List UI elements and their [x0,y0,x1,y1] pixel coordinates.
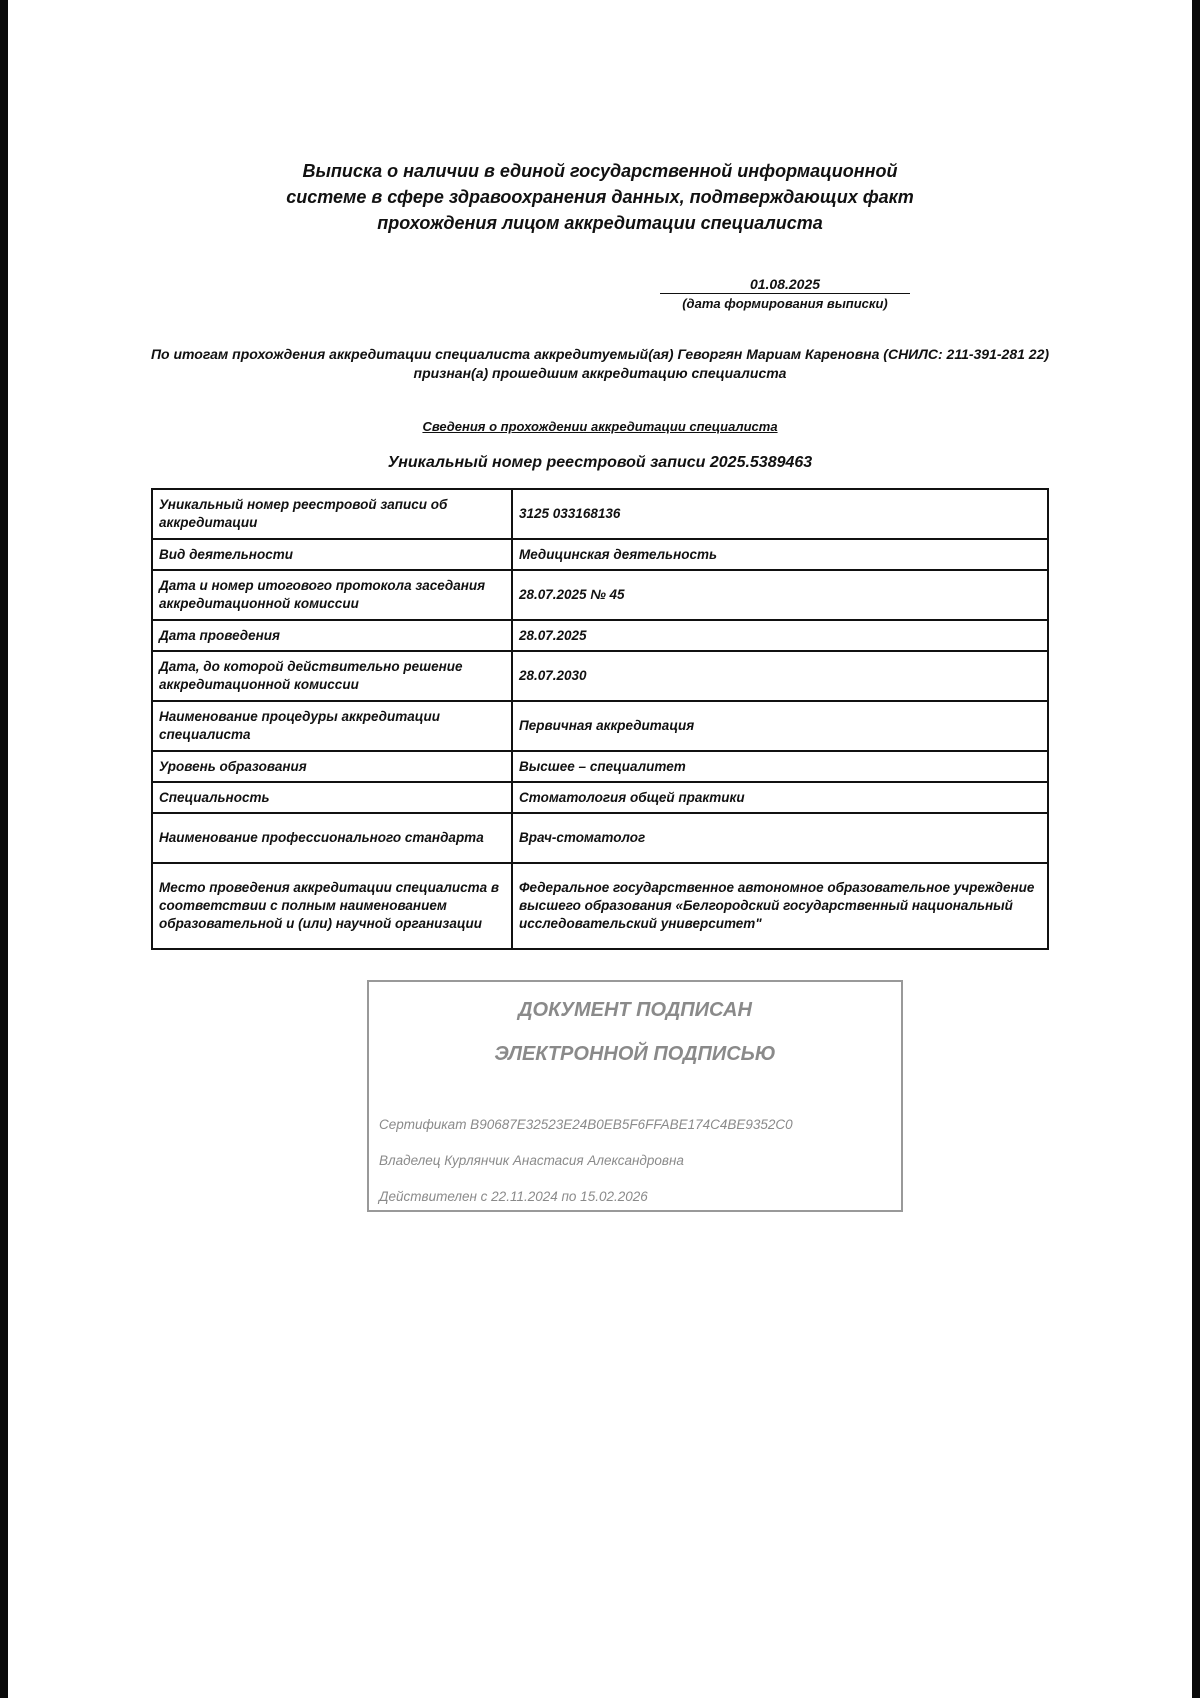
electronic-signature-stamp [367,980,903,1212]
issue-date-block [660,276,910,312]
row-value: Стоматология общей практики [512,782,1048,813]
table-row [152,570,1048,620]
row-label: Уникальный номер реестровой записи об аккредитации [152,489,512,539]
intro-paragraph: По итогам прохождения аккредитации специалиста аккредитуемый(ая) Геворгян Мариам Кареновна (СНИЛС: 211-391-281 22) признан(а) прошедшим аккредитацию специалиста [150,346,1050,381]
table-row [152,863,1048,949]
table-row [152,782,1048,813]
row-value: 3125 033168136 [512,489,1048,539]
table-row [152,539,1048,570]
row-value: Медицинская деятельность [512,539,1048,570]
row-value: 28.07.2025 № 45 [512,570,1048,620]
row-label: Место проведения аккредитации специалиста в соответствии с полным наименованием образовательной и (или) научной организации [152,863,512,949]
table-row [152,813,1048,863]
issue-date-value: 01.08.2025 [660,276,910,294]
table-row [152,751,1048,782]
title-line-1: Выписка о наличии в единой государственной информационной [302,161,898,181]
right-page-edge [1192,0,1200,1698]
stamp-title-line-2: ЭЛЕКТРОННОЙ ПОДПИСЬЮ [494,1043,776,1065]
stamp-title-line-1: ДОКУМЕНТ ПОДПИСАН [518,999,752,1021]
row-label: Специальность [152,782,512,813]
row-value: 28.07.2025 [512,620,1048,651]
table-row [152,489,1048,539]
document-title [240,158,960,236]
table-row [152,701,1048,751]
row-value: Высшее – специалитет [512,751,1048,782]
accreditation-table [151,488,1049,950]
row-label: Дата проведения [152,620,512,651]
row-value: 28.07.2030 [512,651,1048,701]
left-page-edge [0,0,8,1698]
title-line-3: прохождения лицом аккредитации специалиста [377,213,823,233]
row-label: Уровень образования [152,751,512,782]
stamp-owner: Владелец Курлянчик Анастасия Александровна [379,1153,684,1168]
stamp-validity: Действителен с 22.11.2024 по 15.02.2026 [379,1189,648,1204]
row-value: Первичная аккредитация [512,701,1048,751]
row-label: Наименование процедуры аккредитации специалиста [152,701,512,751]
table-row [152,620,1048,651]
stamp-certificate: Сертификат B90687E32523E24B0EB5F6FFABE174C4BE9352C0 [379,1117,793,1132]
row-label: Наименование профессионального стандарта [152,813,512,863]
row-label: Дата, до которой действительно решение аккредитационной комиссии [152,651,512,701]
issue-date-caption: (дата формирования выписки) [682,296,888,311]
section-subheading: Сведения о прохождении аккредитации специалиста [422,419,778,434]
table-row [152,651,1048,701]
row-value: Федеральное государственное автономное образовательное учреждение высшего образования «Белгородский государственный национальный исследовательский университет" [512,863,1048,949]
row-label: Дата и номер итогового протокола заседания аккредитационной комиссии [152,570,512,620]
registry-number-line: Уникальный номер реестровой записи 2025.5389463 [387,454,813,471]
row-label: Вид деятельности [152,539,512,570]
title-line-2: системе в сфере здравоохранения данных, подтверждающих факт [286,187,914,207]
row-value: Врач-стоматолог [512,813,1048,863]
